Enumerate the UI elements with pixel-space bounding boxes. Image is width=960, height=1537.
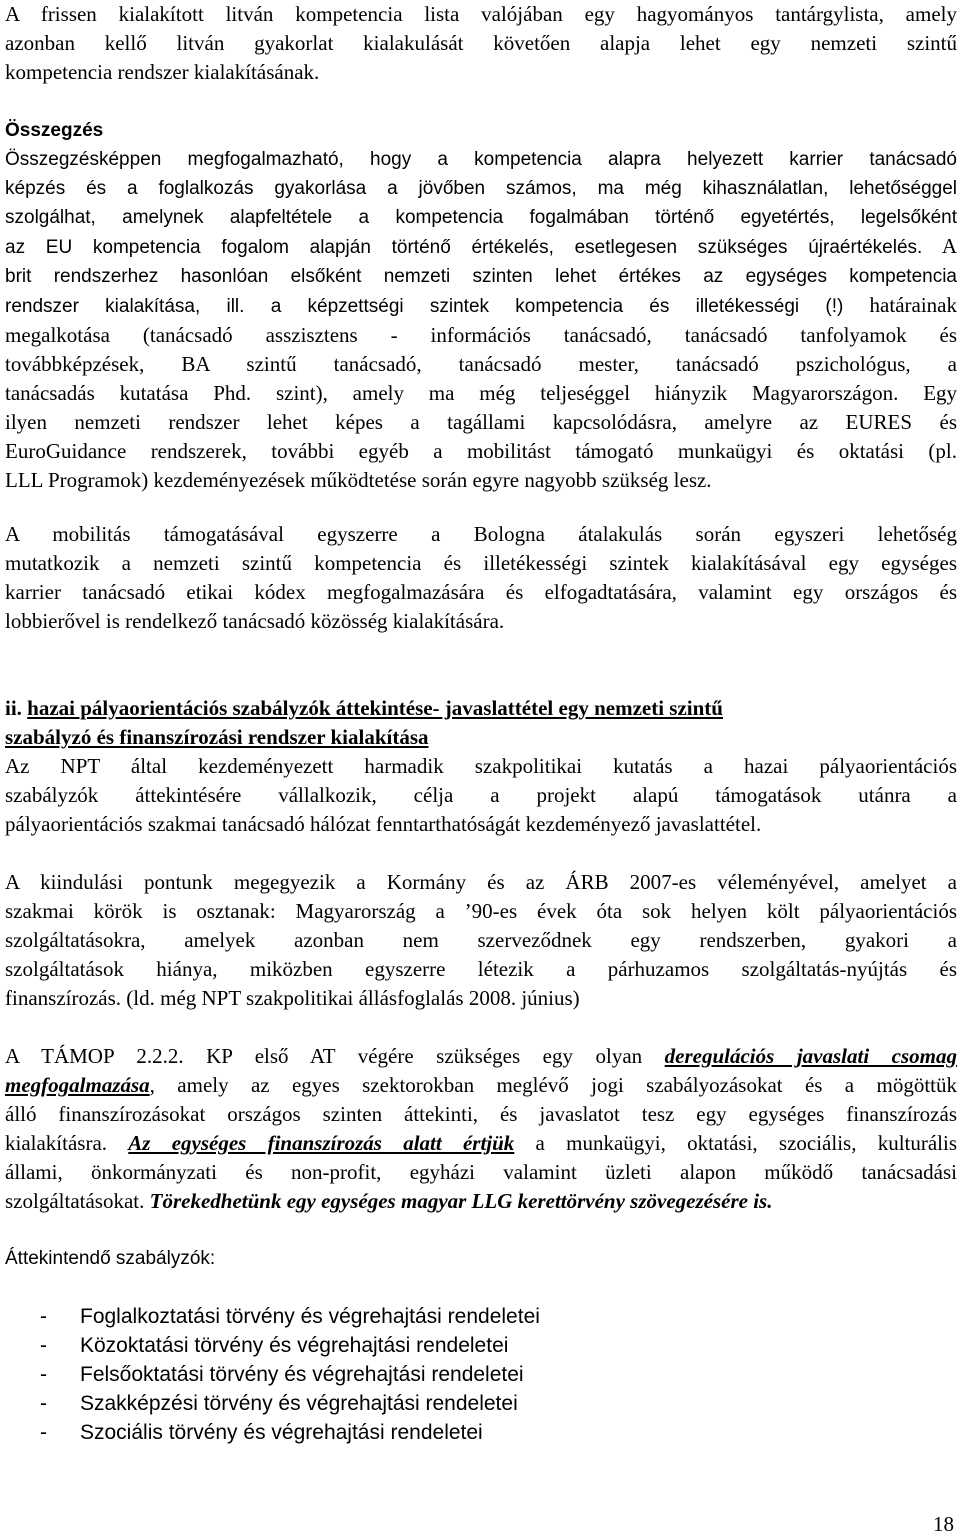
summary-line: Összegzésképpen megfogalmazható, hogy a kompetencia alapra helyezett karrier tanácsadó — [5, 149, 957, 170]
section-number: ii. — [5, 696, 22, 720]
summary-line: EuroGuidance rendszerek, további egyéb a mobilitást támogató munkaügyi és oktatási (pl. — [5, 439, 957, 463]
text-line: finanszírozás. (ld. még NPT szakpolitikai állásfoglalás 2008. június) — [5, 986, 580, 1010]
summary-line: tanácsadás kutatása Phd. szint), amely ma még teljeséggel hiányzik Magyarországon. Egy — [5, 381, 958, 405]
regulations-heading: Áttekintendő szabályzók: — [5, 1248, 216, 1269]
section-ii-heading — [5, 694, 957, 752]
text-line: szabályzók áttekintésére vállalkozik, célja a projekt alapú támogatások utánra a — [5, 783, 957, 807]
list-item: - Felsőoktatási törvény és végrehajtási rendeletei — [40, 1363, 524, 1386]
intro-line: kompetencia rendszer kialakításának. — [5, 60, 320, 84]
list-item: - Szociális törvény és végrehajtási rendeletei — [40, 1421, 483, 1444]
summary-line: LLL Programok) kezdeményezések működtetése során egyre nagyobb szükség lesz. — [5, 468, 712, 492]
text-line: pályaorientációs szakmai tanácsadó hálózat fenntarthatóságát kezdeményező javaslattétel. — [5, 812, 762, 836]
intro-line: azonban kellő litván gyakorlat kialakulását követően alapja lehet egy nemzeti szintű — [5, 31, 957, 55]
list-item: - Szakképzési törvény és végrehajtási rendeletei — [40, 1392, 518, 1415]
section-title-line: szabályzó és finanszírozási rendszer kialakítása — [5, 725, 429, 749]
summary-line: rendszer kialakítása, ill. a képzettségi szintek kompetencia és illetékességi (!) határainak — [5, 293, 957, 317]
mobility-paragraph — [5, 520, 957, 636]
npt-paragraph — [5, 752, 957, 839]
text-line: szolgáltatásokra, amelyek azonban nem szerveződnek egy rendszerben, gyakori a — [5, 928, 957, 952]
text-line: szakmai körök is osztanak: Magyarország a ’90-es évek óta sok helyen költ pályaorientációs — [5, 899, 957, 923]
mobility-line: mutatkozik a nemzeti szintű kompetencia és illetékességi szintek kialakításával egy egységes — [5, 551, 957, 575]
text-line: álló finanszírozásokat országos szinten áttekinti, és javaslatot tesz egy egységes finanszírozás — [5, 1102, 957, 1126]
starting-point-paragraph — [5, 868, 957, 1013]
text-line: Az NPT által kezdeményezett harmadik szakpolitikai kutatás a hazai pályaorientációs — [5, 754, 957, 778]
summary-line: az EU kompetencia fogalom alapján történő értékelés, esetlegesen szükséges újraértékelés. A — [5, 234, 958, 258]
mobility-line: lobbierővel is rendelkező tanácsadó közösség kialakítására. — [5, 609, 505, 633]
list-item: - Foglalkoztatási törvény és végrehajtási rendeletei — [40, 1305, 540, 1328]
text-line: szolgáltatásokat. Törekedhetünk egy egységes magyar LLG kerettörvény szövegezésére is. — [5, 1189, 773, 1213]
section-title-line: ii. hazai pályaorientációs szabályzók áttekintése- javaslattétel egy nemzeti szintű — [5, 696, 723, 720]
text-line: szolgáltatások hiánya, miközben egyszerre létezik a párhuzamos szolgáltatás-nyújtás és — [5, 957, 957, 981]
summary-heading: Összegzés — [5, 120, 104, 141]
regulations-section — [5, 1244, 957, 1447]
summary-line: ilyen nemzeti rendszer lehet képes a tagállami kapcsolódásra, amelyre az EURES és — [5, 410, 957, 434]
page-number: 18 — [933, 1512, 954, 1536]
summary-line: képzés és a foglalkozás gyakorlása a jövőben számos, ma még kihasználatlan, lehetőséggel — [5, 178, 957, 199]
summary-section — [5, 116, 957, 495]
text-line: megfogalmazása, amely az egyes szektorokban meglévő jogi szabályozásokat és a mögöttük — [5, 1073, 957, 1097]
regulations-list — [5, 1302, 957, 1447]
mobility-line: karrier tanácsadó etikai kódex megfogalmazására és elfogadtatására, valamint egy országos és — [5, 580, 957, 604]
tamop-paragraph — [5, 1042, 957, 1216]
summary-line: megalkotása (tanácsadó asszisztens - információs tanácsadó, tanácsadó tanfolyamok és — [5, 323, 957, 347]
text-line: A kiindulási pontunk megegyezik a Kormány és az ÁRB 2007-es véleményével, amelyet a — [5, 870, 957, 894]
text-line: kialakításra. Az egységes finanszírozás alatt értjük a munkaügyi, oktatási, szociális, kulturális — [5, 1131, 958, 1155]
summary-line: szolgálhat, amelynek alapfeltétele a kompetencia fogalmában történő egyetértés, legelsőként — [5, 207, 957, 228]
intro-paragraph — [5, 0, 957, 87]
text-line: A TÁMOP 2.2.2. KP első AT végére szükséges egy olyan deregulációs javaslati csomag — [5, 1044, 957, 1068]
text-line: állami, önkormányzati és non-profit, egyházi valamint üzleti alapon működő tanácsadási — [5, 1160, 957, 1184]
intro-line: A frissen kialakított litván kompetencia lista valójában egy hagyományos tantárgylista, amely — [5, 2, 957, 26]
summary-line: továbbképzések, BA szintű tanácsadó, tanácsadó mester, tanácsadó pszichológus, a — [5, 352, 957, 376]
summary-line: brit rendszerhez hasonlóan elsőként nemzeti szinten lehet értékes az egységes kompetencia — [5, 266, 957, 287]
mobility-line: A mobilitás támogatásával egyszerre a Bologna átalakulás során egyszeri lehetőség — [5, 522, 957, 546]
list-item: - Közoktatási törvény és végrehajtási rendeletei — [40, 1334, 509, 1357]
